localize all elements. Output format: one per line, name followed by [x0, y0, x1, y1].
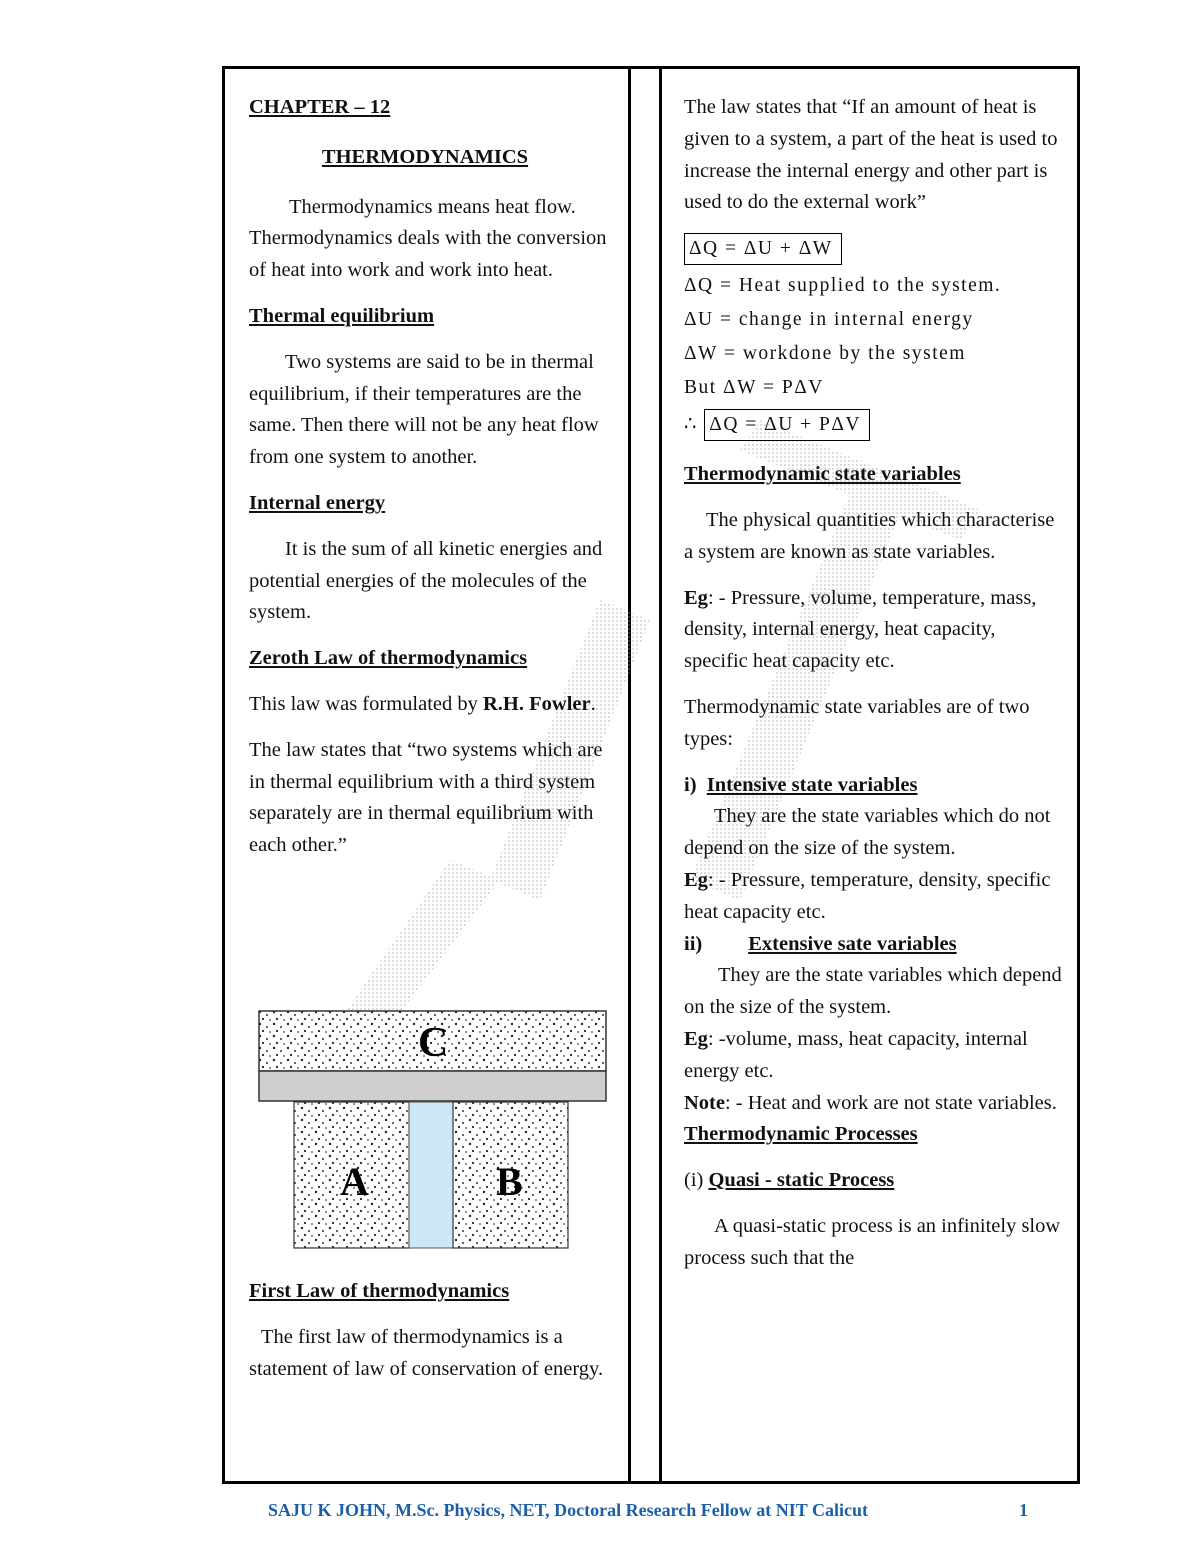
left-column-bottom [249, 1276, 621, 1385]
label-a: A [340, 1159, 369, 1204]
page-number: 1 [1019, 1500, 1028, 1520]
chapter-label: CHAPTER – 12 [249, 96, 391, 118]
extensive-number: ii) [684, 932, 703, 955]
eg-label: Eg [684, 1027, 708, 1050]
heading-internal-energy: Internal energy [249, 491, 386, 514]
intensive-heading-row [684, 770, 1064, 802]
zeroth-law-statement: The law states that “two systems which are in thermal equilibrium with a third system separately are in thermal equilibrium with each other.” [249, 738, 603, 857]
note-text: : - Heat and work are not state variables. [724, 1091, 1057, 1114]
note-label: Note [684, 1091, 725, 1114]
heading-first-law: First Law of thermodynamics [249, 1280, 510, 1302]
therefore-symbol: ∴ [684, 414, 698, 436]
left-column [249, 92, 621, 862]
extensive-heading-row [684, 929, 1064, 961]
column-divider-right [659, 66, 662, 1484]
author-name: R.H. Fowler [483, 692, 591, 715]
label-b: B [496, 1159, 523, 1204]
heading-extensive: Extensive sate variables [748, 932, 957, 955]
internal-energy-text: It is the sum of all kinetic energies and potential energies of the molecules of the system. [249, 537, 603, 624]
eg-text: : - Pressure, temperature, density, specific heat capacity etc. [684, 868, 1051, 923]
zeroth-law-author [249, 689, 621, 721]
intro-paragraph: Thermodynamics means heat flow. Thermodynamics deals with the conversion of heat into work and work into heat. [249, 195, 607, 282]
state-variables-text: The physical quantities which characterise a system are known as state variables. [684, 508, 1055, 563]
heading-intensive: Intensive state variables [706, 773, 918, 796]
definition-du: ΔU = change in internal energy [684, 309, 974, 331]
definition-pdv: But ΔW = PΔV [684, 377, 824, 399]
heading-thermal-equilibrium: Thermal equilibrium [249, 304, 435, 327]
heading-quasi-static: Quasi - static Process [708, 1169, 895, 1192]
heading-processes: Thermodynamic Processes [684, 1123, 918, 1146]
eg-text: : -volume, mass, heat capacity, internal energy etc. [684, 1027, 1028, 1082]
zeroth-law-diagram [258, 1010, 608, 1250]
eg-text: : - Pressure, volume, temperature, mass, density, internal energy, heat capacity, specific heat capacity etc. [684, 586, 1037, 673]
eg-label: Eg [684, 868, 708, 891]
thermal-equilibrium-text: Two systems are said to be in thermal equilibrium, if their temperatures are the same. Then there will not be any heat flow from one system to another. [249, 350, 599, 469]
intensive-text: They are the state variables which do not depend on the size of the system. [684, 805, 1051, 860]
first-law-text: The first law of thermodynamics is a statement of law of conservation of energy. [249, 1325, 604, 1380]
equation-block [684, 229, 1064, 445]
first-law-statement: The law states that “If an amount of heat is given to a system, a part of the heat is used to increase the internal energy and other part is used to do the external work” [684, 96, 1058, 214]
state-variable-types: Thermodynamic state variables are of two types: [684, 695, 1030, 750]
label-c: C [418, 1020, 449, 1066]
state-variables-example [684, 583, 1064, 678]
extensive-text: They are the state variables which depend on the size of the system. [684, 964, 1062, 1019]
definition-dw: ΔW = workdone by the system [684, 343, 966, 365]
column-divider-left [628, 66, 631, 1484]
equation-first-law-pdv: ΔQ = ΔU + PΔV [704, 409, 870, 441]
intensive-example [684, 865, 1064, 929]
equation-first-law: ΔQ = ΔU + ΔW [684, 233, 842, 265]
note [684, 1088, 1064, 1120]
quasi-static-text: A quasi-static process is an infinitely slow process such that the [684, 1214, 1061, 1269]
extensive-example [684, 1024, 1064, 1088]
right-column [684, 92, 1064, 1275]
quasi-heading-row [684, 1165, 1064, 1197]
author-suffix: . [590, 692, 596, 715]
definition-dq: ΔQ = Heat supplied to the system. [684, 275, 1002, 297]
page-title: THERMODYNAMICS [321, 145, 529, 168]
page-footer [268, 1500, 1028, 1521]
eg-label: Eg [684, 586, 708, 609]
heading-zeroth-law: Zeroth Law of thermodynamics [249, 647, 528, 670]
author-prefix: This law was formulated by [249, 692, 483, 715]
quasi-number: (i) [684, 1169, 704, 1192]
footer-author: SAJU K JOHN, M.Sc. Physics, NET, Doctoral Research Fellow at NIT Calicut [268, 1500, 868, 1520]
heading-state-variables: Thermodynamic state variables [684, 463, 961, 486]
intensive-number: i) [684, 773, 697, 796]
